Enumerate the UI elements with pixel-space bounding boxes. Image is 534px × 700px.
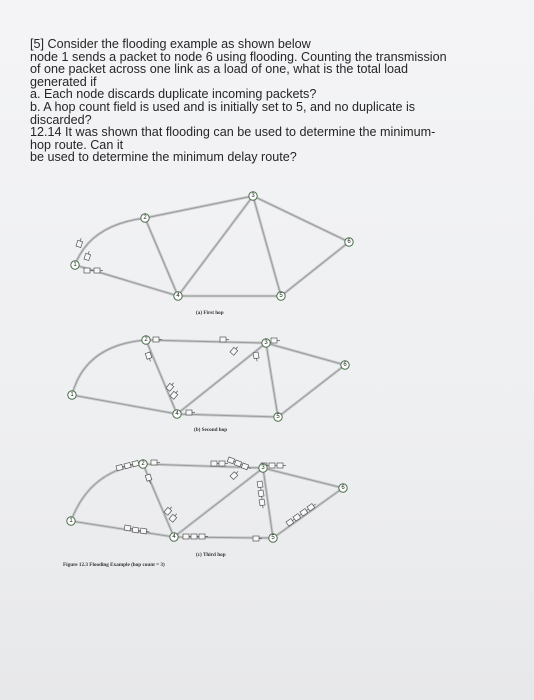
- node-2: [139, 460, 147, 468]
- node-4: [173, 410, 181, 418]
- node-6: [339, 484, 347, 492]
- svg-text:5: 5: [279, 293, 283, 299]
- node-3: [259, 464, 267, 472]
- question-line: discarded?: [30, 112, 92, 127]
- node-1: [71, 261, 79, 269]
- question-line: [5] Consider the flooding example as shown below: [30, 37, 311, 51]
- node-1: [67, 517, 75, 525]
- svg-text:6: 6: [341, 485, 345, 491]
- svg-text:4: 4: [172, 534, 176, 540]
- svg-text:3: 3: [251, 193, 255, 199]
- svg-text:3: 3: [261, 465, 265, 471]
- node-6: [341, 361, 349, 369]
- node-1: [68, 391, 76, 399]
- svg-text:4: 4: [175, 411, 179, 417]
- node-5: [274, 413, 282, 421]
- svg-text:5: 5: [271, 535, 275, 541]
- node-6: [345, 238, 353, 246]
- node-3: [249, 192, 257, 200]
- svg-text:2: 2: [143, 215, 147, 221]
- node-2: [141, 214, 149, 222]
- question-line: 12.14 It was shown that flooding can be used to determine the minimum-: [30, 125, 436, 140]
- question-line: be used to determine the minimum delay route?: [30, 150, 297, 165]
- question-line: node 1 sends a packet to node 6 using flooding. Counting the transmission: [30, 49, 447, 64]
- node-3: [262, 339, 270, 347]
- svg-text:3: 3: [264, 340, 268, 346]
- svg-text:6: 6: [347, 239, 351, 245]
- caption-second-hop: (b) Second hop: [194, 427, 228, 433]
- svg-text:4: 4: [176, 293, 180, 299]
- diagram-second-hop: [72, 337, 345, 417]
- diagram-third-hop: [71, 457, 343, 541]
- caption-first-hop: (a) First hop: [196, 310, 224, 316]
- svg-text:1: 1: [73, 262, 77, 268]
- svg-text:2: 2: [141, 461, 145, 467]
- caption-third-hop: (c) Third hop: [196, 552, 226, 558]
- question-line: a. Each node discards duplicate incoming packets?: [30, 87, 317, 102]
- figure-caption: Figure 12.3 Flooding Example (hop count = 3): [63, 562, 165, 568]
- question-line: generated if: [30, 74, 97, 89]
- svg-text:5: 5: [276, 414, 280, 420]
- svg-text:2: 2: [144, 337, 148, 343]
- question-line: hop route. Can it: [30, 137, 124, 152]
- node-2: [142, 336, 150, 344]
- node-4: [170, 533, 178, 541]
- question-line: b. A hop count field is used and is initially set to 5, and no duplicate is: [30, 99, 416, 114]
- node-5: [277, 292, 285, 300]
- node-4: [174, 292, 182, 300]
- svg-text:1: 1: [70, 392, 74, 398]
- node-5: [269, 534, 277, 542]
- svg-text:1: 1: [69, 518, 73, 524]
- svg-text:6: 6: [343, 362, 347, 368]
- diagram-first-hop: [75, 196, 349, 296]
- question-line: of one packet across one link as a load of one, what is the total load: [30, 62, 409, 77]
